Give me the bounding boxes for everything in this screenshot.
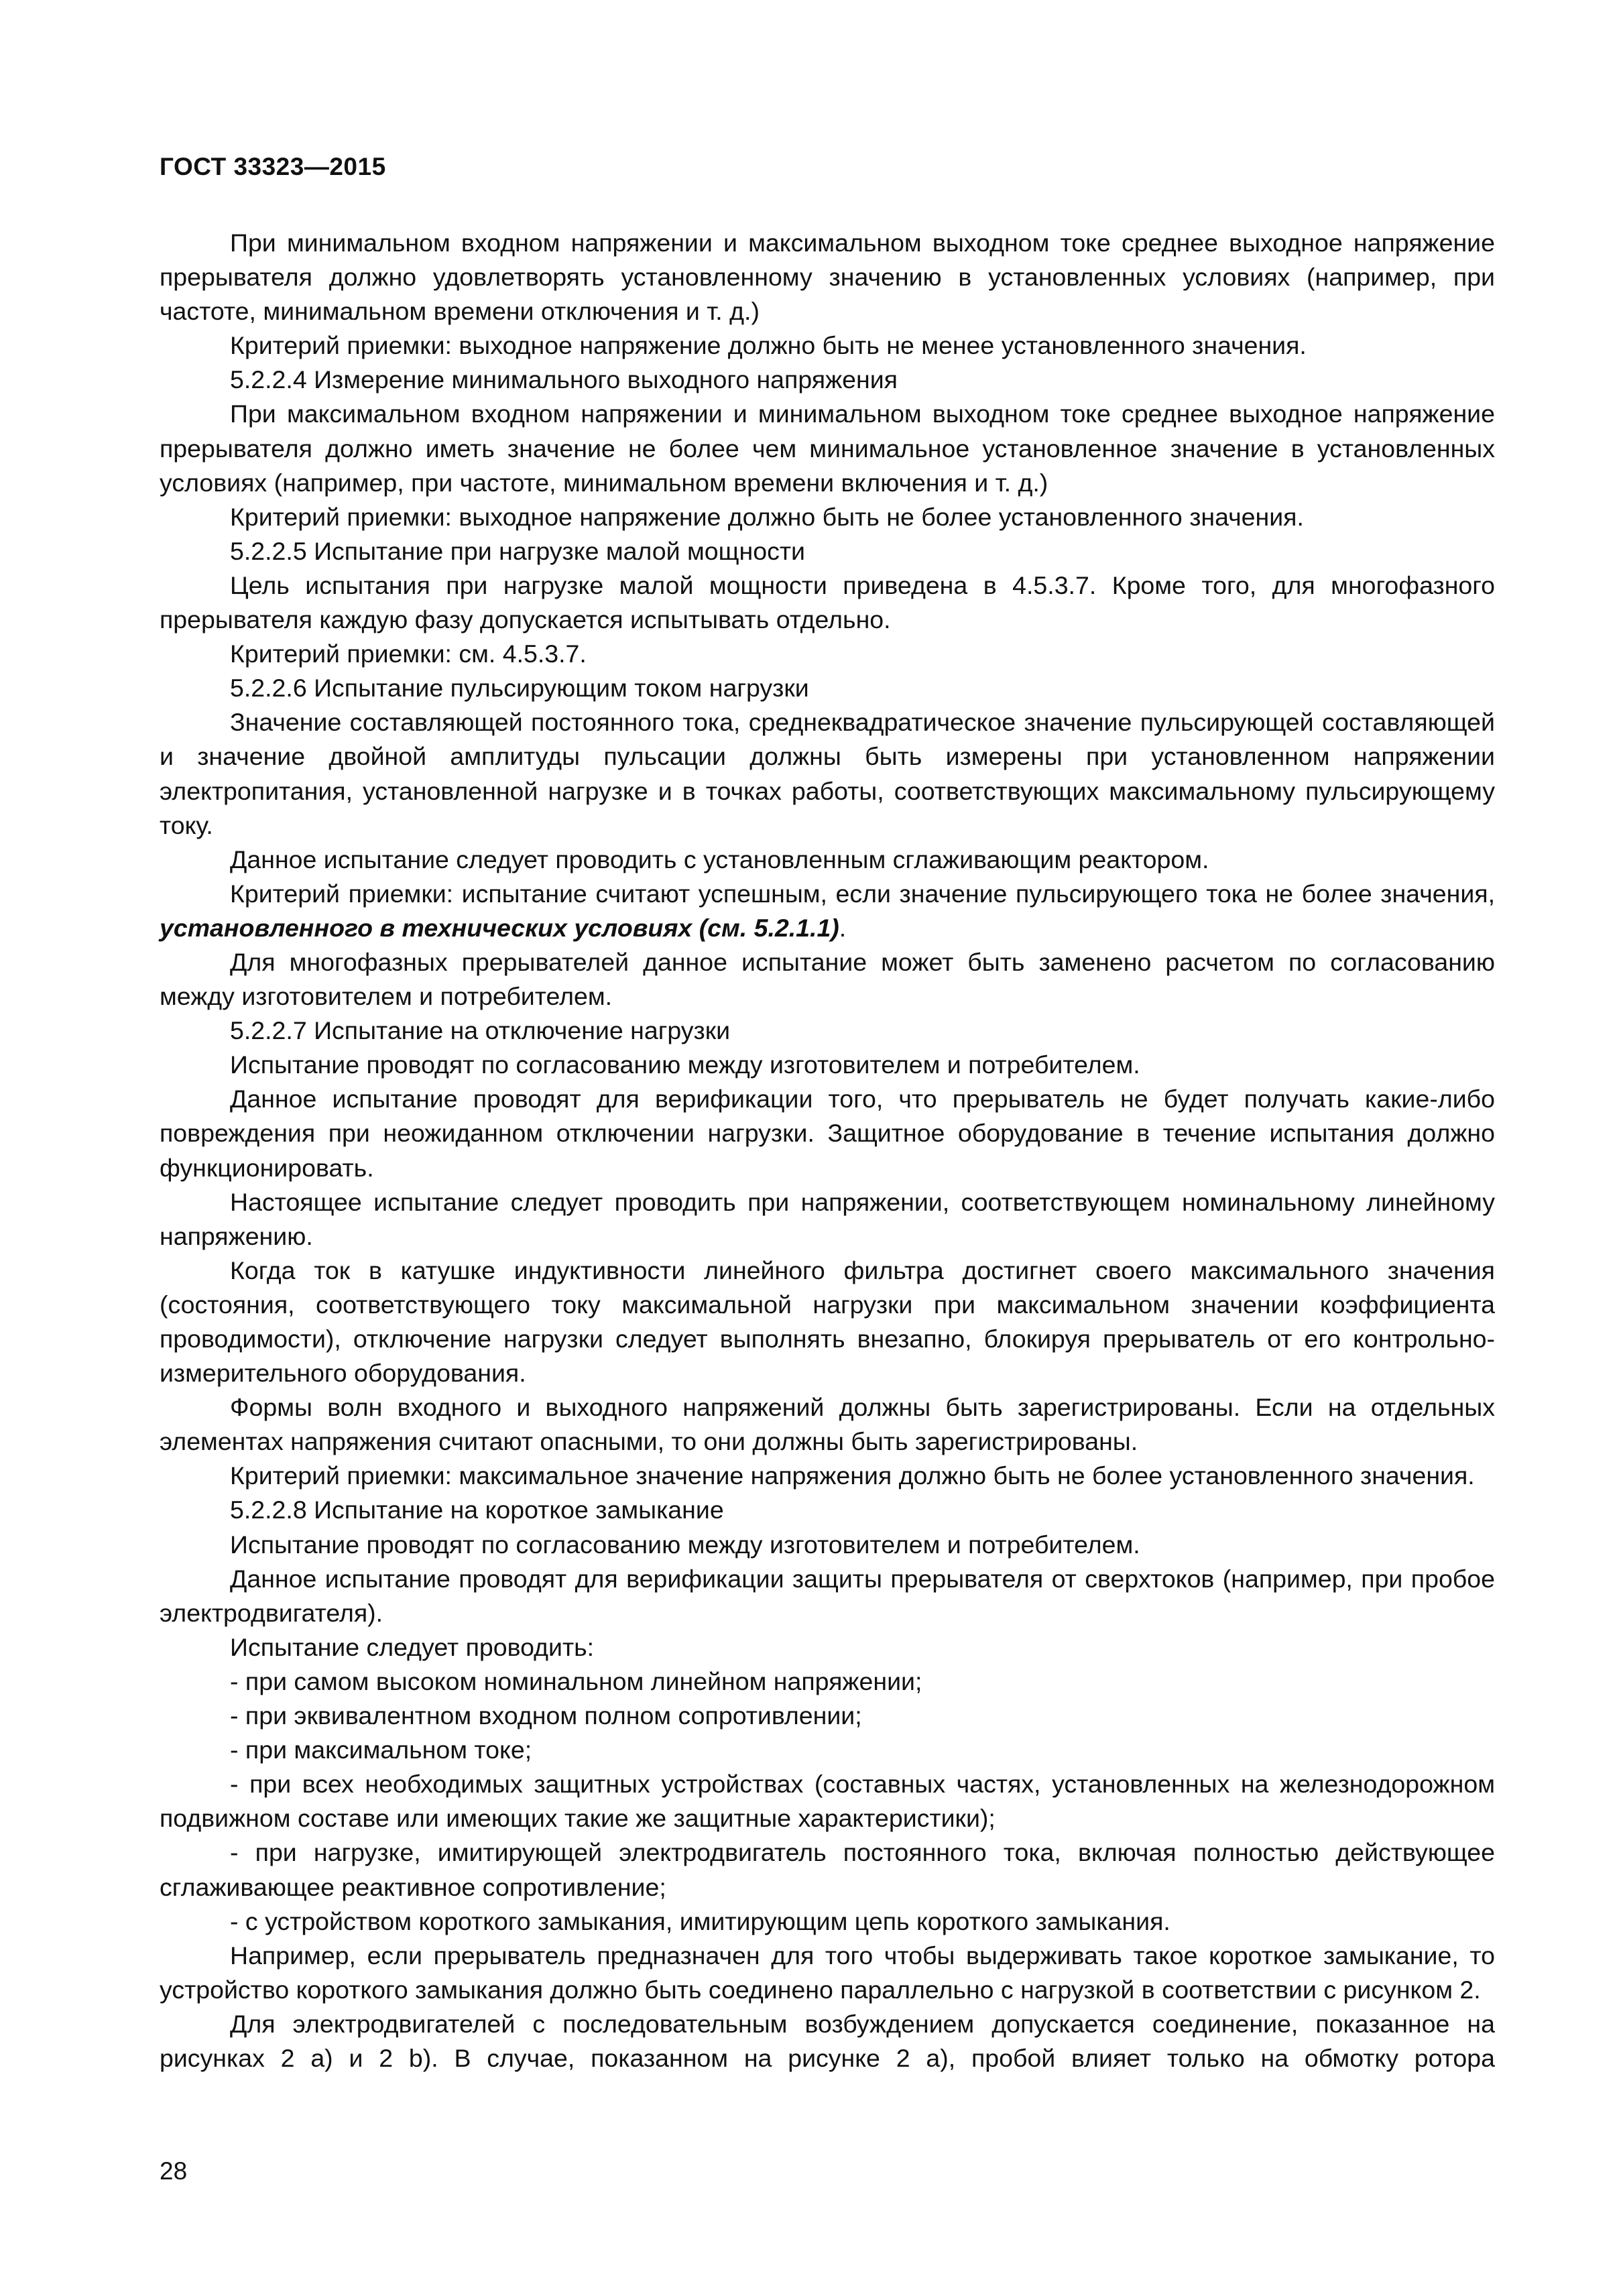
list-item: - при всех необходимых защитных устройствах (составных частях, установленных на железнодорожном подвижном составе или имеющих такие же защитные характеристики);	[160, 1770, 1495, 1833]
paragraph-with-emphasis	[160, 877, 1495, 945]
section-heading: 5.2.2.6 Испытание пульсирующим током нагрузки	[230, 674, 809, 703]
document-header: ГОСТ 33323—2015	[160, 153, 386, 180]
paragraph: Значение составляющей постоянного тока, среднеквадратическое значение пульсирующей составляющей и значение двойной амплитуды пульсации должны быть измерены при установленном напряжении электропитания, установленной нагрузке и в точках работы, соответствующих максимальному пульсирующему току.	[160, 708, 1495, 839]
paragraph: Критерий приемки: выходное напряжение должно быть не менее установленного значения.	[230, 331, 1307, 360]
list-item: - при самом высоком номинальном линейном напряжении;	[230, 1667, 922, 1695]
paragraph-text: Критерий приемки: испытание считают успешным, если значение пульсирующего тока не более значения,	[230, 879, 1495, 908]
paragraph: При минимальном входном напряжении и максимальном выходном токе среднее выходное напряжение прерывателя должно удовлетворять установленному значению в установленных условиях (например, при частоте, минимальном времени отключения и т. д.)	[160, 229, 1495, 326]
page-number: 28	[160, 2157, 188, 2185]
list-item: - при эквивалентном входном полном сопротивлении;	[230, 1701, 862, 1730]
paragraph: Данное испытание проводят для верификации того, что прерыватель не будет получать какие-либо повреждения при неожиданном отключении нагрузки. Защитное оборудование в течение испытания должно функционировать.	[160, 1085, 1495, 1182]
paragraph: Цель испытания при нагрузке малой мощности приведена в 4.5.3.7. Кроме того, для многофазного прерывателя каждую фазу допускается испытывать отдельно.	[160, 570, 1495, 634]
paragraph: Для многофазных прерывателей данное испытание может быть заменено расчетом по согласованию между изготовителем и потребителем.	[160, 947, 1495, 1011]
paragraph: При максимальном входном напряжении и минимальном выходном токе среднее выходное напряжение прерывателя должно иметь значение не более чем минимальное установленное значение в установленных условиях (например, при частоте, минимальном времени включения и т. д.)	[160, 400, 1495, 497]
paragraph: Например, если прерыватель предназначен для того чтобы выдерживать такое короткое замыкание, то устройство короткого замыкания должно быть соединено параллельно с нагрузкой в соответствии с рисунком 2.	[160, 1941, 1495, 2004]
paragraph: Испытание проводят по согласованию между изготовителем и потребителем.	[230, 1050, 1140, 1079]
paragraph: Испытание проводят по согласованию между изготовителем и потребителем.	[230, 1530, 1140, 1559]
paragraph: Данное испытание следует проводить с установленным сглаживающим реактором.	[230, 845, 1209, 873]
paragraph: Критерий приемки: см. 4.5.3.7.	[230, 640, 587, 668]
paragraph: Для электродвигателей с последовательным возбуждением допускается соединение, показанное на рисунках 2 а) и 2 b). В случае, показанном на рисунке 2 а), пробой влияет только на обмотку ротора	[160, 2009, 1495, 2072]
section-heading: 5.2.2.4 Измерение минимального выходного напряжения	[230, 365, 898, 394]
paragraph: Настоящее испытание следует проводить при напряжении, соответствующем номинальному линейному напряжению.	[160, 1187, 1495, 1250]
list-item: - при нагрузке, имитирующей электродвигатель постоянного тока, включая полностью действующее сглаживающее реактивное сопротивление;	[160, 1838, 1495, 1901]
emphasis-suffix: .	[839, 913, 847, 942]
section-heading: 5.2.2.8 Испытание на короткое замыкание	[230, 1496, 724, 1524]
paragraph: Критерий приемки: максимальное значение напряжения должно быть не более установленного значения.	[230, 1461, 1475, 1490]
list-item: - с устройством короткого замыкания, имитирующим цепь короткого замыкания.	[230, 1907, 1170, 1935]
paragraph: Данное испытание проводят для верификации защиты прерывателя от сверхтоков (например, при пробое электродвигателя).	[160, 1564, 1495, 1627]
paragraph: Формы волн входного и выходного напряжений должны быть зарегистрированы. Если на отдельных элементах напряжения считают опасными, то они должны быть зарегистрированы.	[160, 1393, 1495, 1456]
list-item: - при максимальном токе;	[230, 1736, 532, 1764]
section-heading: 5.2.2.5 Испытание при нагрузке малой мощности	[230, 536, 805, 565]
paragraph: Когда ток в катушке индуктивности линейного фильтра достигнет своего максимального значения (состояния, соответствующего току максимальной нагрузки при максимальном значении коэффициента проводимости), отключение нагрузки следует выполнять внезапно, блокируя прерыватель от его контрольно-измерительного оборудования.	[160, 1256, 1495, 1388]
emphasis-text: установленного в технических условиях (см. 5.2.1.1)	[160, 913, 839, 942]
section-heading: 5.2.2.7 Испытание на отключение нагрузки	[230, 1016, 731, 1045]
paragraph: Испытание следует проводить:	[230, 1632, 595, 1661]
document-body	[160, 226, 1495, 2075]
paragraph: Критерий приемки: выходное напряжение должно быть не более установленного значения.	[230, 502, 1304, 531]
